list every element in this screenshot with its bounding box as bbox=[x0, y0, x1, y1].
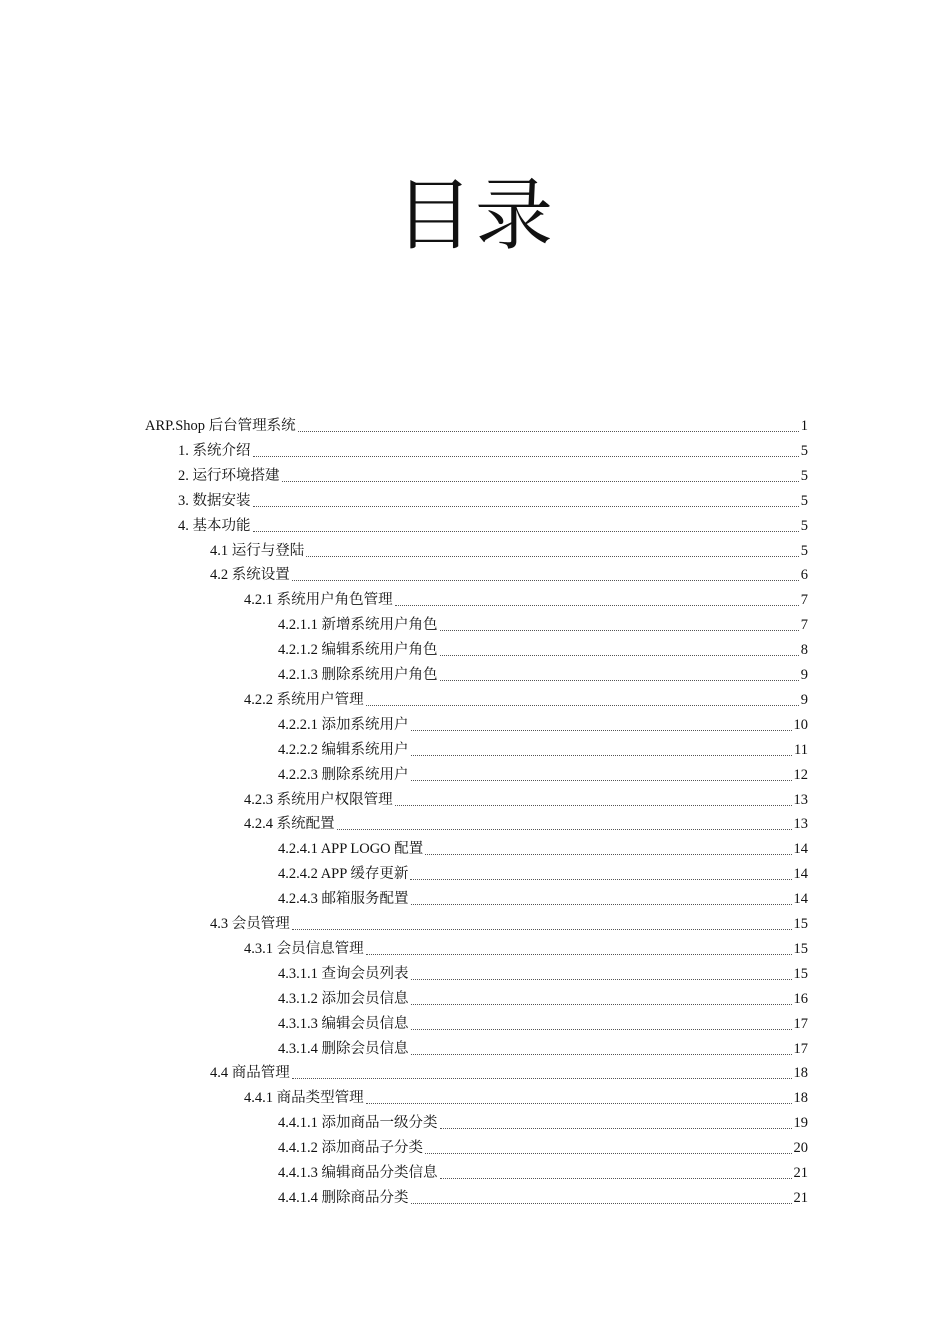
toc-entry-label: 1. 系统介绍 bbox=[178, 442, 251, 459]
toc-entry-page-number: 17 bbox=[793, 1015, 808, 1032]
toc-entry[interactable] bbox=[244, 788, 808, 812]
toc-entry[interactable] bbox=[278, 713, 808, 737]
toc-entry[interactable] bbox=[278, 663, 808, 687]
toc-entry-page-number: 7 bbox=[800, 617, 808, 634]
toc-leader-dots bbox=[440, 1127, 792, 1129]
toc-entry[interactable] bbox=[278, 837, 808, 861]
toc-entry[interactable] bbox=[178, 514, 808, 538]
toc-entry-page-number: 14 bbox=[793, 866, 808, 883]
toc-entry-label: 4.4 商品管理 bbox=[210, 1065, 290, 1082]
toc-leader-dots bbox=[292, 1077, 792, 1079]
toc-entry[interactable] bbox=[210, 1061, 808, 1085]
toc-entry[interactable] bbox=[278, 1012, 808, 1036]
toc-entry-page-number: 18 bbox=[793, 1065, 808, 1082]
toc-entry-label: 4.2 系统设置 bbox=[210, 567, 290, 584]
toc-entry-page-number: 5 bbox=[800, 467, 808, 484]
toc-leader-dots bbox=[366, 1102, 792, 1104]
toc-entry[interactable] bbox=[278, 1111, 808, 1135]
toc-entry-label: 4.4.1.3 编辑商品分类信息 bbox=[278, 1165, 438, 1181]
toc-entry-page-number: 18 bbox=[793, 1090, 808, 1107]
toc-leader-dots bbox=[411, 754, 793, 756]
toc-entry-label: 4.3.1.2 添加会员信息 bbox=[278, 990, 409, 1007]
toc-entry-page-number: 20 bbox=[793, 1140, 808, 1157]
toc-leader-dots bbox=[440, 1177, 792, 1179]
toc-entry-label: 4.3.1.3 编辑会员信息 bbox=[278, 1015, 409, 1032]
toc-entry-page-number: 13 bbox=[793, 816, 808, 833]
toc-entry[interactable] bbox=[178, 464, 808, 488]
toc-entry-page-number: 1 bbox=[800, 418, 808, 434]
toc-entry-page-number: 7 bbox=[800, 592, 808, 609]
toc-leader-dots bbox=[282, 480, 799, 482]
toc-entry-page-number: 13 bbox=[793, 791, 808, 808]
toc-entry-label: 4.4.1 商品类型管理 bbox=[244, 1090, 364, 1107]
toc-entry-label: 4.3.1.4 删除会员信息 bbox=[278, 1040, 409, 1057]
toc-entry-label: ARP.Shop 后台管理系统 bbox=[145, 418, 296, 434]
toc-leader-dots bbox=[411, 1028, 792, 1030]
toc-leader-dots bbox=[425, 853, 791, 855]
toc-entry-page-number: 6 bbox=[800, 567, 808, 584]
toc-leader-dots bbox=[253, 530, 799, 532]
toc-entry[interactable] bbox=[278, 738, 808, 762]
toc-leader-dots bbox=[411, 903, 792, 905]
toc-entry[interactable] bbox=[278, 1186, 808, 1210]
toc-entry[interactable] bbox=[145, 414, 808, 438]
toc-entry[interactable] bbox=[278, 962, 808, 986]
toc-entry-page-number: 21 bbox=[793, 1189, 808, 1206]
toc-entry-label: 4.4.1.2 添加商品子分类 bbox=[278, 1140, 423, 1157]
toc-entry[interactable] bbox=[244, 1086, 808, 1110]
toc-entry-page-number: 5 bbox=[800, 442, 808, 459]
toc-leader-dots bbox=[253, 505, 799, 507]
toc-entry[interactable] bbox=[178, 439, 808, 463]
toc-entry-page-number: 19 bbox=[793, 1115, 808, 1132]
toc-entry-page-number: 15 bbox=[793, 965, 808, 982]
toc-leader-dots bbox=[411, 779, 792, 781]
toc-entry-page-number: 9 bbox=[800, 691, 808, 708]
toc-entry-page-number: 8 bbox=[800, 642, 808, 659]
toc-entry-page-number: 21 bbox=[793, 1165, 808, 1181]
toc-entry[interactable] bbox=[278, 862, 808, 886]
toc-entry-label: 4.3.1.1 查询会员列表 bbox=[278, 965, 409, 982]
toc-leader-dots bbox=[366, 953, 792, 955]
toc-entry-page-number: 17 bbox=[793, 1040, 808, 1057]
toc-entry-page-number: 5 bbox=[800, 542, 808, 559]
toc-entry-page-number: 15 bbox=[793, 916, 808, 932]
toc-entry-label: 4.2.1.1 新增系统用户角色 bbox=[278, 617, 438, 634]
toc-entry-label: 4.2.2 系统用户管理 bbox=[244, 691, 364, 708]
toc-leader-dots bbox=[411, 1202, 792, 1204]
toc-entry[interactable] bbox=[244, 812, 808, 836]
toc-leader-dots bbox=[411, 978, 792, 980]
toc-leader-dots bbox=[440, 654, 799, 656]
toc-entry[interactable] bbox=[244, 588, 808, 612]
toc-leader-dots bbox=[298, 430, 799, 432]
toc-entry-label: 4.2.1 系统用户角色管理 bbox=[244, 592, 393, 609]
toc-entry[interactable] bbox=[278, 1136, 808, 1160]
toc-leader-dots bbox=[395, 804, 792, 806]
toc-entry-label: 4.2.1.2 编辑系统用户角色 bbox=[278, 642, 438, 659]
toc-entry-page-number: 9 bbox=[800, 667, 808, 683]
toc-entry[interactable] bbox=[278, 1161, 808, 1185]
toc-entry-label: 4.2.4.1 APP LOGO 配置 bbox=[278, 841, 424, 858]
toc-entry-label: 3. 数据安装 bbox=[178, 492, 251, 509]
toc-entry-label: 4.2.2.3 删除系统用户 bbox=[278, 766, 409, 783]
toc-leader-dots bbox=[253, 455, 799, 457]
toc-entry[interactable] bbox=[278, 987, 808, 1011]
toc-leader-dots bbox=[337, 828, 792, 830]
toc-entry[interactable] bbox=[278, 887, 808, 911]
toc-entry[interactable] bbox=[278, 613, 808, 637]
toc-leader-dots bbox=[292, 928, 792, 930]
toc-entry[interactable] bbox=[210, 539, 808, 563]
toc-entry[interactable] bbox=[210, 563, 808, 587]
toc-entry-label: 4.2.2.1 添加系统用户 bbox=[278, 716, 409, 733]
toc-entry-label: 4.2.4.2 APP 缓存更新 bbox=[278, 866, 409, 883]
toc-entry-page-number: 11 bbox=[794, 741, 808, 758]
page-title: 目录 bbox=[394, 171, 555, 261]
toc-entry[interactable] bbox=[244, 688, 808, 712]
toc-leader-dots bbox=[410, 878, 791, 880]
toc-entry-label: 4.3.1 会员信息管理 bbox=[244, 940, 364, 957]
toc-entry-label: 4.2.1.3 删除系统用户角色 bbox=[278, 667, 438, 683]
toc-leader-dots bbox=[306, 555, 799, 557]
toc-leader-dots bbox=[440, 629, 799, 631]
toc-entry[interactable] bbox=[210, 912, 808, 936]
toc-entry-label: 4.4.1.4 删除商品分类 bbox=[278, 1189, 409, 1206]
toc-entry-label: 4.2.3 系统用户权限管理 bbox=[244, 791, 393, 808]
toc-entry-label: 4.2.4 系统配置 bbox=[244, 816, 335, 833]
toc-leader-dots bbox=[425, 1152, 792, 1154]
toc-entry-page-number: 15 bbox=[793, 940, 808, 957]
toc-leader-dots bbox=[292, 579, 799, 581]
toc-entry-label: 4. 基本功能 bbox=[178, 517, 251, 534]
toc-entry[interactable] bbox=[244, 937, 808, 961]
toc-entry[interactable] bbox=[278, 763, 808, 787]
toc-entry-label: 4.1 运行与登陆 bbox=[210, 542, 305, 559]
toc-entry[interactable] bbox=[278, 638, 808, 662]
toc-entry[interactable] bbox=[278, 1037, 808, 1061]
toc-leader-dots bbox=[395, 604, 799, 606]
toc-entry-page-number: 10 bbox=[793, 716, 808, 733]
toc-entry-page-number: 12 bbox=[793, 766, 808, 783]
toc-entry-page-number: 14 bbox=[793, 891, 808, 908]
toc-leader-dots bbox=[366, 704, 799, 706]
toc-leader-dots bbox=[411, 1003, 792, 1005]
toc-entry-label: 2. 运行环境搭建 bbox=[178, 467, 280, 484]
toc-entry-label: 4.2.4.3 邮箱服务配置 bbox=[278, 891, 409, 908]
toc-entry-page-number: 14 bbox=[793, 841, 808, 858]
toc-leader-dots bbox=[440, 679, 799, 681]
toc-entry-page-number: 5 bbox=[800, 492, 808, 509]
toc-entry-label: 4.3 会员管理 bbox=[210, 916, 290, 932]
toc-entry-page-number: 5 bbox=[800, 517, 808, 534]
toc-entry-page-number: 16 bbox=[793, 990, 808, 1007]
toc-leader-dots bbox=[411, 729, 792, 731]
toc-entry[interactable] bbox=[178, 489, 808, 513]
toc-entry-label: 4.4.1.1 添加商品一级分类 bbox=[278, 1115, 438, 1132]
toc-entry-label: 4.2.2.2 编辑系统用户 bbox=[278, 741, 409, 758]
toc-leader-dots bbox=[411, 1053, 792, 1055]
